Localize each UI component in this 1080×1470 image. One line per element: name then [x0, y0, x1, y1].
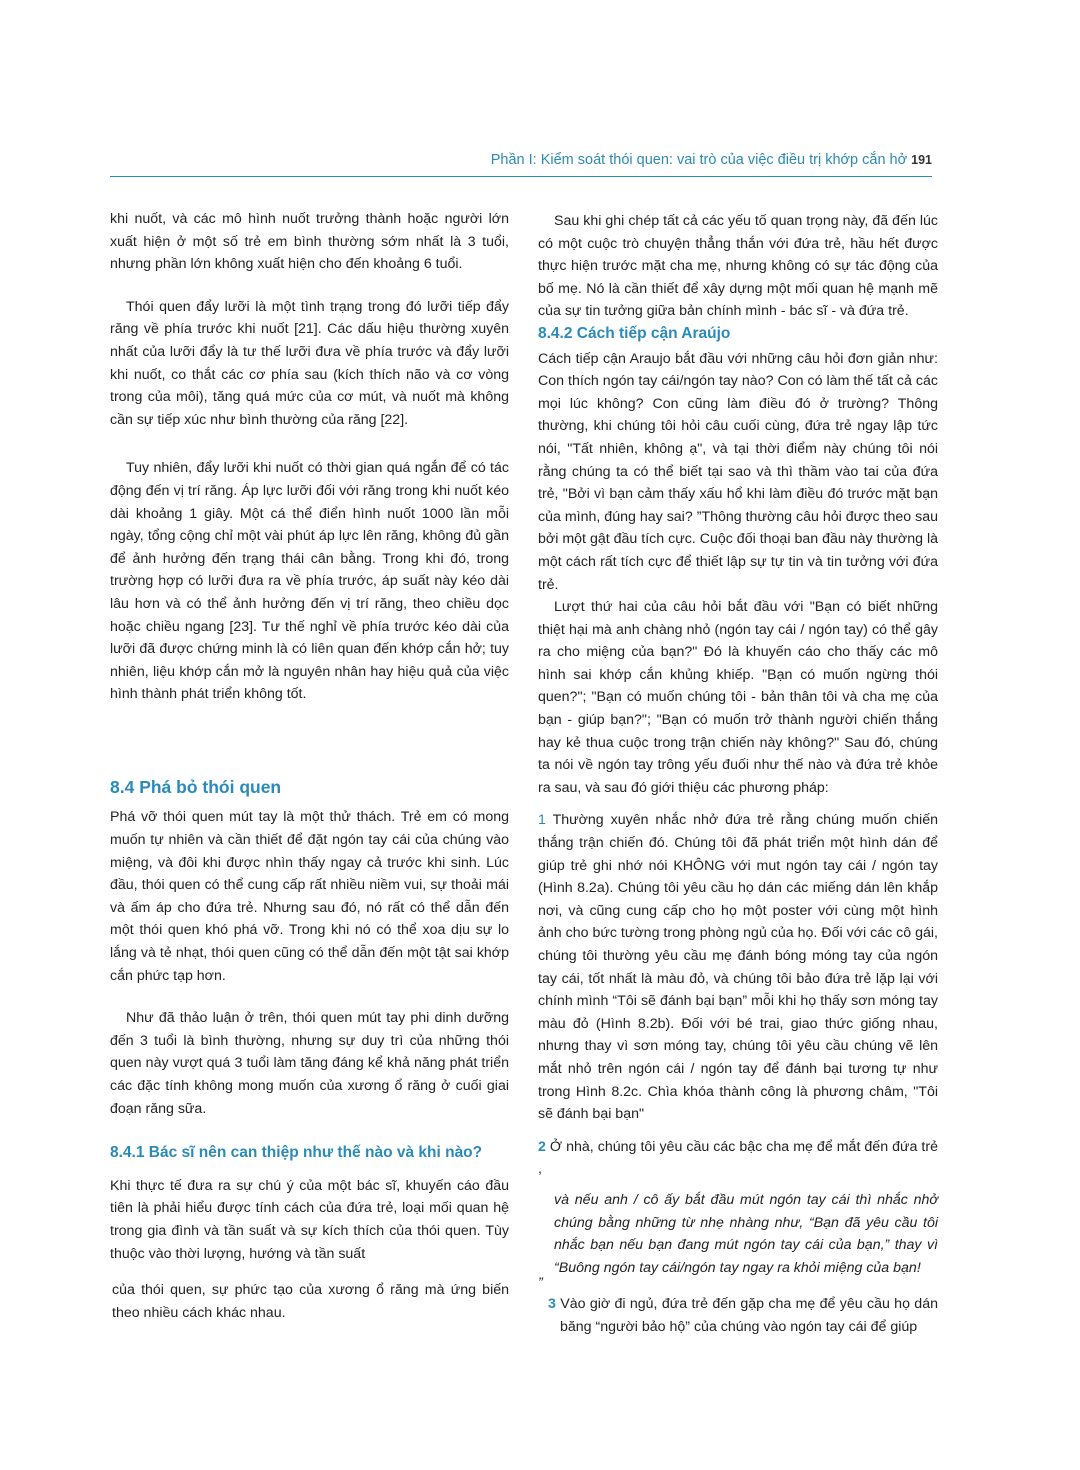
list-item: [538, 809, 938, 1125]
list-item-text: Thường xuyên nhắc nhở đứa trẻ rằng chúng muốn chiến thắng trận chiến đó. Chúng tôi đã phát triển một hình dán để giúp trẻ ghi nhớ nói KHÔNG với mut ngón tay cái / ngón tay (Hình 8.2a). Chúng tôi yêu cầu họ dán các miếng dán lên khắp nơi, và cũng cung cấp cho họ một poster với cùng một hình ảnh cho bức tường trong phòng ngủ của họ. Đối với các cô gái, chúng tôi thường yêu cầu mẹ đánh bóng móng tay của ngón tay cái, tốt nhất là màu đỏ, và chúng tôi bảo đứa trẻ lặp lại với chính mình “Tôi sẽ đánh bại bạn” mỗi khi họ thấy sơn móng tay màu đỏ (Hình 8.2b). Đối với bé trai, giao thức giống nhau, nhưng thay vì sơn móng tay, chúng tôi yêu cầu chúng vẽ lên mắt nhỏ trên ngón cái / ngón tay để đánh bại tương tự như trong Hình 8.2c. Chìa khóa thành công là phương châm, "Tôi sẽ đánh bại bạn": [538, 812, 938, 1123]
right-column: [538, 210, 938, 1339]
list-number: 1: [538, 812, 546, 829]
paragraph: Khi thực tế đưa ra sự chú ý của một bác sĩ, khuyến cáo đầu tiên là phải hiểu được tính cách của đứa trẻ, loại mối quan hệ trong gia đình và tần suất và sự kích thích của thói quen. Tùy thuộc vào thời lượng, hướng và tần suất: [110, 1177, 509, 1262]
paragraph: Sau khi ghi chép tất cả các yếu tố quan trọng này, đã đến lúc có một cuộc trò chuyện thẳng thắn với đứa trẻ, hầu hết được thực hiện trước mặt cha mẹ, nhưng không có sự tác động của bố mẹ. Nó là cần thiết để xây dựng một mối quan hệ mạnh mẽ của sự tin tưởng giữa bản chính mình - bác sĩ - và đứa trẻ.: [538, 213, 938, 320]
paragraph: Cách tiếp cận Araujo bắt đầu với những câu hỏi đơn giản như: Con thích ngón tay cái/ngón tay nào? Con có làm thế tất cả các mọi lúc không? Con cũng làm điều đó ở trường? Thông thường, khi chúng tôi hỏi câu cuối cùng, đứa trẻ ngay lập tức nói, "Tất nhiên, không ạ", và tại thời điểm này chúng tôi nói rằng chúng ta có thể biết tại sao và thì thầm vào tai của đứa trẻ, "Bởi vì bạn cảm thấy xấu hổ khi làm điều đó trước mặt bạn của mình, đúng hay sai? ”Thông thường câu hỏi được theo sau bởi một gật đầu tích cực. Cuộc đối thoại ban đầu này thường là một cách rất tích cực để thiết lập sự tự tin và tin tưởng với đứa trẻ.: [538, 350, 938, 593]
paragraph: khi nuốt, và các mô hình nuốt trưởng thành hoặc người lớn xuất hiện ở một số trẻ em bình thường sớm nhất là 3 tuổi, nhưng phần lớn không xuất hiện cho đến khoảng 6 tuổi.: [110, 211, 509, 273]
running-header: [110, 152, 932, 177]
paragraph: của thói quen, sự phức tạo của xương ổ răng mà ứng biến theo nhiều cách khác nhau.: [112, 1282, 509, 1321]
list-item: [538, 1293, 938, 1338]
paragraph: Như đã thảo luận ở trên, thói quen mút tay phi dinh dưỡng đến 3 tuổi là bình thường, nhưng sự duy trì của những thói quen này vượt quá 3 tuổi làm tăng đáng kể khả năng phát triển các đặc tính không mong muốn của xương ổ răng ở cuối giai đoạn răng sữa.: [110, 1010, 509, 1117]
left-column: [110, 208, 509, 1324]
list-item-text: Vào giờ đi ngủ, đứa trẻ đến gặp cha mẹ để yêu cầu họ dán băng “người bảo hộ” của chúng vào ngón tay cái để giúp: [560, 1296, 938, 1335]
paragraph: Thói quen đẩy lưỡi là một tình trạng trong đó lưỡi tiếp đẩy răng về phía trước khi nuốt [21]. Các dấu hiệu thường xuyên nhất của lưỡi đẩy là tư thế lưỡi đưa về phía trước và đẩy lưỡi khi nuốt, co thắt các cơ phía sau (kích thích não và cơ vòng trong của môi), tăng quá mức của cơ mút, và nuốt mà không cần sự tiếp xúc như bình thường của răng [22].: [110, 298, 509, 428]
header-title: Phần I: Kiểm soát thói quen: vai trò của việc điều trị khớp cắn hở: [490, 152, 908, 168]
list-item: [538, 1136, 938, 1181]
subsection-heading: 8.4.2 Cách tiếp cận Araújo: [538, 324, 731, 342]
list-number: 3: [548, 1296, 556, 1313]
closing-quote: ”: [538, 1275, 543, 1292]
page-number: 191: [911, 153, 932, 167]
list-item-text: Ở nhà, chúng tôi yêu cầu các bậc cha mẹ để mắt đến đứa trẻ ,: [538, 1138, 938, 1178]
paragraph: Tuy nhiên, đẩy lưỡi khi nuốt có thời gian quá ngắn để có tác động đến vị trí răng. Áp lực lưỡi đối với răng trong khi nuốt kéo dài khoảng 1 giây. Một cá thể điển hình nuốt 1000 lần mỗi ngày, tổng cộng chỉ một vài phút áp lực lên răng, không đủ gần để ảnh hưởng đến trạng thái cân bằng. Trong khi đó, trong trường hợp có lưỡi đưa ra về phía trước, áp suất này kéo dài lâu hơn và có thể ảnh hưởng đến vị trí răng, theo chiều dọc hoặc chiều ngang [23]. Tư thế nghỉ về phía trước kéo dài của lưỡi đã được chứng minh là có liên quan đến khớp cắn hở; tuy nhiên, liệu khớp cắn mở là nguyên nhân hay hiệu quả của việc hình thành phát triển không tốt.: [110, 460, 509, 703]
paragraph: Lượt thứ hai của câu hỏi bắt đầu với "Bạn có biết những thiệt hại mà anh chàng nhỏ (ngón tay cái / ngón tay) có thể gây ra cho miệng của bạn?" Đó là khuyến cáo cho thấy các mô hình sai khớp cắn khủng khiếp. "Bạn có muốn ngừng thói quen?"; "Bạn có muốn chúng tôi - bản thân tôi và cha mẹ của bạn - giúp bạn?"; "Bạn có muốn trở thành người chiến thắng hay kẻ thua cuộc trong trận chiến này không?" Sau đó, chúng ta nói về ngón tay trông yếu đuối như thế nào và đứa trẻ khỏe ra sau, và sau đó giới thiệu các phương pháp:: [538, 599, 938, 796]
italic-paragraph: và nếu anh / cô ấy bắt đầu mút ngón tay cái thì nhắc nhở chúng bằng những từ nhẹ nhàng như, “Bạn đã yêu cầu tôi nhắc bạn nếu bạn đang mút ngón tay cái của bạn,” thay vì “Buông ngón tay cái/ngón tay ngay ra khỏi miệng của bạn!: [554, 1191, 938, 1276]
subsection-heading: 8.4.1 Bác sĩ nên can thiệp như thế nào và khi nào?: [110, 1144, 483, 1162]
list-number: 2: [538, 1138, 546, 1155]
paragraph: Phá vỡ thói quen mút tay là một thử thách. Trẻ em có mong muốn tự nhiên và cần thiết để đặt ngón tay cái của chúng vào miệng, và đôi khi được nhìn thấy ngay cả trước khi sinh. Lúc đầu, thói quen có thể cung cấp rất nhiều niềm vui, sự thoải mái và ấm áp cho đứa trẻ. Nhưng sau đó, nó rất có thể dẫn đến một thói quen khó phá vỡ. Trong khi nó có thể xoa dịu sự lo lắng và tẻ nhạt, thói quen cũng có thể dẫn đến một tật sai khớp cắn phức tạp hơn.: [110, 809, 509, 984]
section-heading: 8.4 Phá bỏ thói quen: [110, 776, 282, 797]
